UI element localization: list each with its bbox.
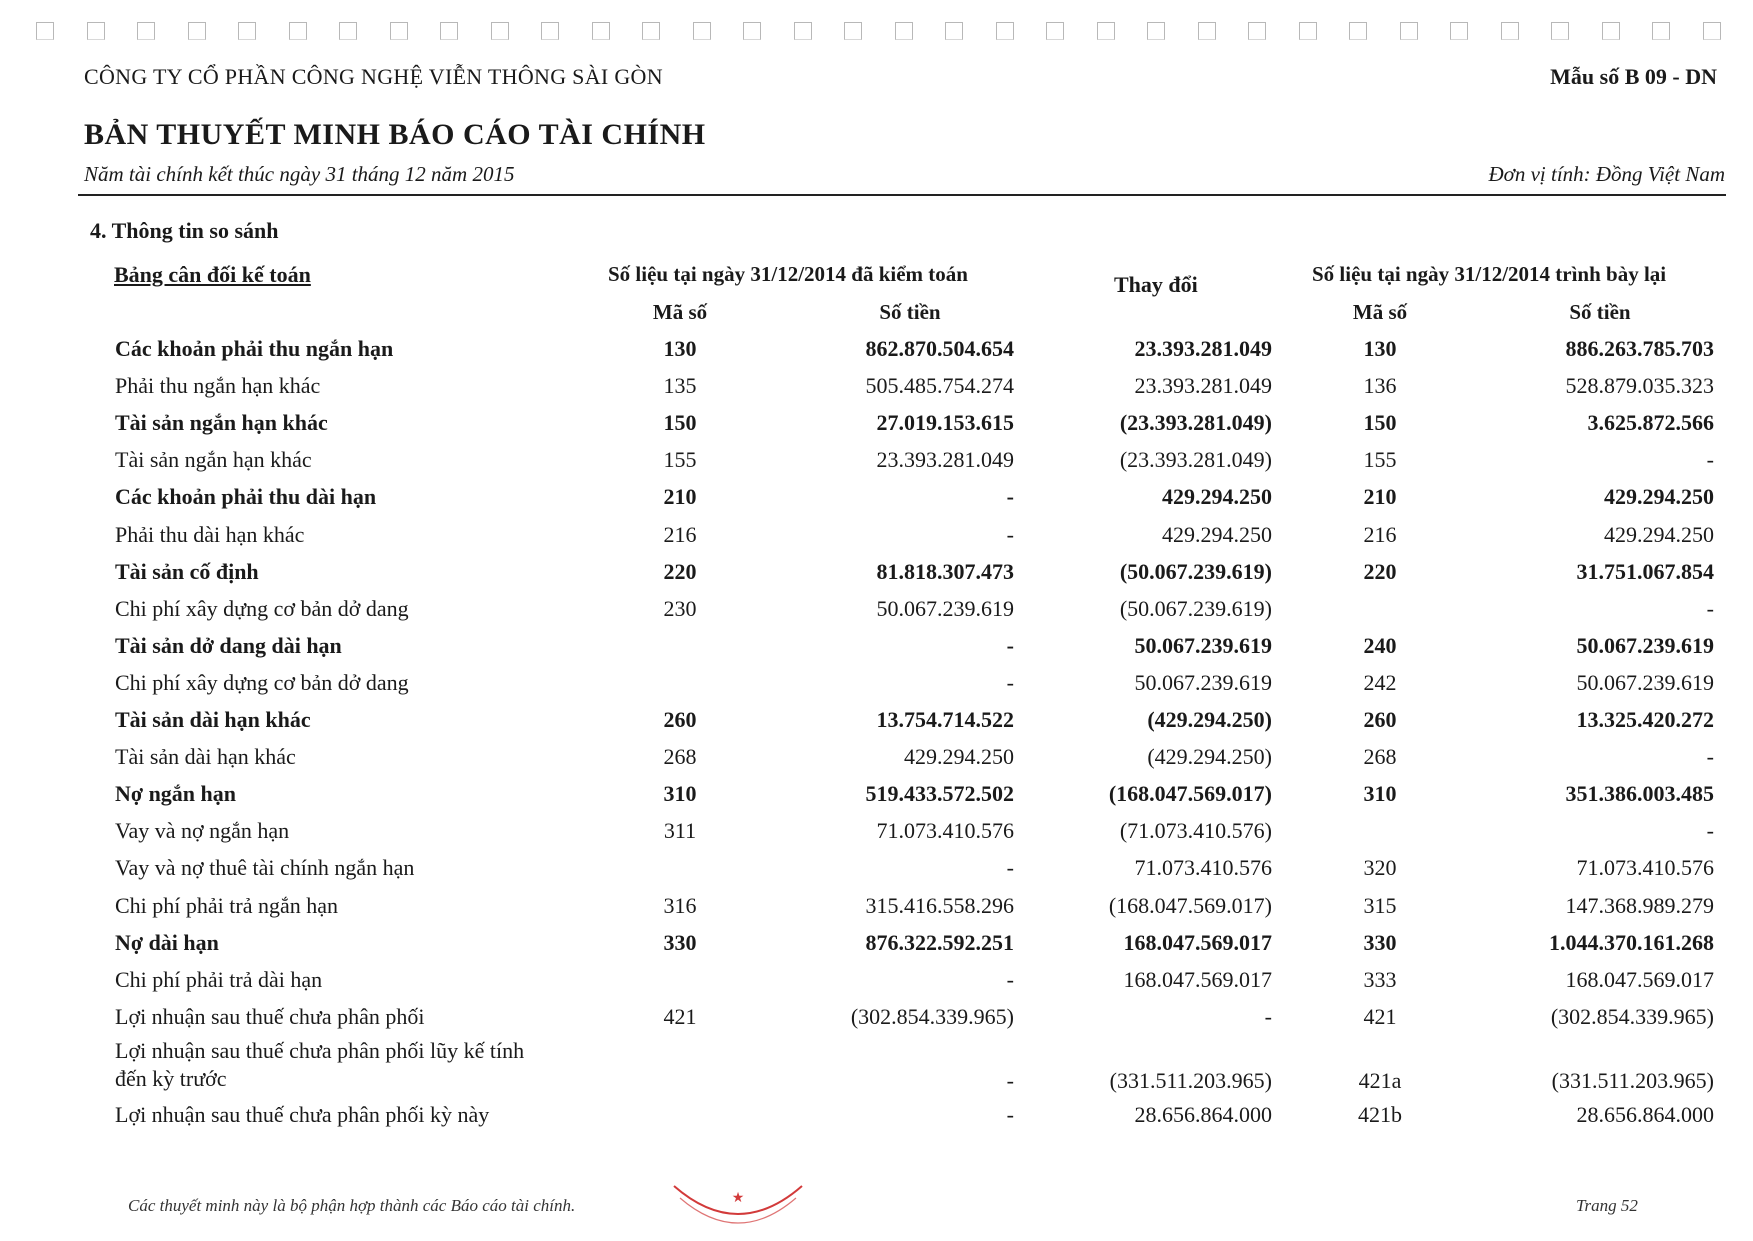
row-code-audited: 230 (663, 595, 697, 621)
edge-mark (238, 22, 256, 40)
edge-mark (1501, 22, 1519, 40)
row-amount-restated: 31.751.067.854 (1576, 558, 1714, 584)
row-change: (71.073.410.576) (1119, 818, 1272, 844)
row-change: (50.067.239.619) (1119, 558, 1272, 584)
edge-mark (339, 22, 357, 40)
row-amount-audited: 315.416.558.296 (865, 892, 1014, 918)
edge-mark (945, 22, 963, 40)
table-row (0, 522, 1753, 558)
edge-mark (1097, 22, 1115, 40)
edge-mark (693, 22, 711, 40)
page-edge-marks (36, 22, 1726, 48)
row-amount-restated: 1.044.370.161.268 (1549, 929, 1714, 955)
row-code-audited: 135 (663, 373, 697, 399)
edge-mark (491, 22, 509, 40)
row-label: Lợi nhuận sau thuế chưa phân phối (115, 1003, 425, 1029)
edge-mark (844, 22, 862, 40)
row-amount-audited: (302.854.339.965) (850, 1003, 1014, 1029)
row-code-restated: 210 (1363, 484, 1397, 510)
row-change: (429.294.250) (1147, 744, 1272, 770)
row-change: (168.047.569.017) (1108, 781, 1272, 807)
edge-mark (137, 22, 155, 40)
edge-mark (1198, 22, 1216, 40)
row-code-restated: 421a (1358, 1068, 1402, 1093)
row-code-audited: 155 (663, 447, 697, 473)
edge-mark (1450, 22, 1468, 40)
table-row (0, 336, 1753, 372)
row-code-restated: 268 (1363, 744, 1397, 770)
row-label: Tài sản ngắn hạn khác (115, 410, 328, 436)
row-amount-restated: 147.368.989.279 (1565, 892, 1714, 918)
edge-mark (642, 22, 660, 40)
table-row (0, 781, 1753, 817)
row-amount-restated: 71.073.410.576 (1576, 855, 1714, 881)
row-label: Vay và nợ thuê tài chính ngắn hạn (115, 855, 415, 881)
row-code-restated: 155 (1363, 447, 1397, 473)
edge-mark (188, 22, 206, 40)
table-row (0, 1004, 1753, 1040)
table-row (0, 893, 1753, 929)
row-label: Tài sản ngắn hạn khác (115, 447, 312, 473)
row-change: 50.067.239.619 (1134, 632, 1272, 658)
table-row (0, 447, 1753, 483)
table-row (0, 484, 1753, 520)
row-amount-restated: 168.047.569.017 (1565, 966, 1714, 992)
row-label-line1: Lợi nhuận sau thuế chưa phân phối lũy kế tính (115, 1038, 525, 1063)
row-amount-audited: - (1006, 484, 1014, 510)
row-code-restated: 260 (1363, 707, 1397, 732)
table-row (0, 596, 1753, 632)
row-label: Phải thu ngắn hạn khác (115, 373, 321, 399)
row-amount-audited: 429.294.250 (904, 744, 1014, 770)
edge-mark (1248, 22, 1266, 40)
row-code-restated: 136 (1363, 373, 1397, 399)
row-label-line2: đến kỳ trước (115, 1066, 227, 1091)
row-amount-audited: 13.754.714.522 (876, 707, 1014, 732)
row-amount-restated: 886.263.785.703 (1565, 336, 1714, 361)
edge-mark (1652, 22, 1670, 40)
edge-mark (895, 22, 913, 40)
row-code-audited: 311 (663, 818, 697, 844)
row-amount-audited: 505.485.754.274 (865, 373, 1014, 399)
row-amount-audited: - (1006, 669, 1014, 695)
edge-mark (440, 22, 458, 40)
row-amount-restated: 28.656.864.000 (1576, 1102, 1714, 1127)
row-amount-restated: 13.325.420.272 (1576, 707, 1714, 732)
page-number: Trang 52 (1576, 1196, 1638, 1215)
row-amount-restated: 50.067.239.619 (1576, 669, 1714, 695)
row-code-audited: 210 (663, 484, 697, 510)
row-amount-restated: 50.067.239.619 (1576, 632, 1714, 658)
table-row (0, 670, 1753, 706)
table-row (0, 967, 1753, 1003)
table-row (0, 818, 1753, 854)
row-label: Tài sản dài hạn khác (115, 744, 296, 770)
row-code-audited: 216 (663, 521, 697, 547)
row-amount-audited: - (1006, 966, 1014, 992)
row-change: 23.393.281.049 (1134, 373, 1272, 399)
row-amount-audited: 519.433.572.502 (865, 781, 1014, 807)
row-label: Nợ ngắn hạn (115, 781, 237, 807)
row-amount-restated: 351.386.003.485 (1565, 781, 1714, 807)
row-code-audited: 310 (663, 781, 697, 807)
table-row (0, 410, 1753, 446)
table-row (0, 707, 1753, 743)
row-code-audited: 316 (663, 892, 697, 918)
row-label: Phải thu dài hạn khác (115, 521, 305, 547)
row-code-audited: 421 (663, 1003, 697, 1029)
row-code-restated: 333 (1363, 966, 1397, 992)
edge-mark (541, 22, 559, 40)
row-change: (168.047.569.017) (1108, 892, 1272, 918)
row-code-audited: 268 (663, 744, 697, 770)
row-label: Chi phí xây dựng cơ bản dở dang (115, 595, 409, 621)
edge-mark (289, 22, 307, 40)
row-label: Tài sản cố định (115, 558, 259, 584)
row-label: Chi phí xây dựng cơ bản dở dang (115, 669, 409, 695)
company-seal-stamp (668, 1178, 808, 1232)
row-label: Nợ dài hạn (115, 929, 219, 955)
form-number: Mẫu số B 09 - DN (1550, 64, 1717, 89)
subheader-code-audited: Mã số (652, 300, 708, 324)
edge-mark (1551, 22, 1569, 40)
row-code-restated: 330 (1363, 929, 1397, 955)
row-code-restated: 240 (1363, 632, 1397, 658)
edge-mark (1046, 22, 1064, 40)
edge-mark (1147, 22, 1165, 40)
header-divider (78, 194, 1726, 196)
table-row (0, 633, 1753, 669)
row-change: 28.656.864.000 (1134, 1102, 1272, 1127)
row-amount-audited: 862.870.504.654 (865, 336, 1014, 361)
row-label: Lợi nhuận sau thuế chưa phân phối kỳ này (115, 1102, 490, 1127)
row-change: 168.047.569.017 (1123, 929, 1272, 955)
edge-mark (390, 22, 408, 40)
row-code-restated: 242 (1363, 669, 1397, 695)
row-label: Các khoản phải thu dài hạn (115, 484, 377, 510)
row-code-audited: 220 (663, 558, 697, 584)
document-title: BẢN THUYẾT MINH BÁO CÁO TÀI CHÍNH (84, 118, 706, 151)
row-change: (50.067.239.619) (1119, 595, 1272, 621)
row-amount-restated: 429.294.250 (1604, 484, 1714, 510)
subheader-amount-audited: Số tiền (879, 300, 941, 324)
edge-mark (794, 22, 812, 40)
row-code-audited: 260 (663, 707, 697, 732)
subheader-amount-restated: Số tiền (1569, 300, 1631, 324)
table-row (0, 559, 1753, 595)
row-amount-audited: - (1006, 632, 1014, 658)
row-change: 429.294.250 (1162, 484, 1272, 510)
row-amount-audited: - (1006, 855, 1014, 881)
row-amount-audited: 27.019.153.615 (876, 410, 1014, 436)
row-change: 168.047.569.017 (1123, 966, 1272, 992)
edge-mark (36, 22, 54, 40)
row-amount-audited: - (1006, 1102, 1014, 1127)
table-row (0, 744, 1753, 780)
row-code-restated: 150 (1363, 410, 1397, 436)
row-code-restated: 320 (1363, 855, 1397, 881)
column-header-balance-sheet: Bảng cân đối kế toán (114, 262, 311, 287)
row-amount-audited: 81.818.307.473 (876, 558, 1014, 584)
row-amount-restated: - (1706, 595, 1714, 621)
row-code-audited: 330 (663, 929, 697, 955)
row-code-audited: 130 (663, 336, 697, 361)
row-amount-restated: 429.294.250 (1604, 521, 1714, 547)
row-amount-audited: - (1006, 1068, 1014, 1093)
table-row (0, 930, 1753, 966)
row-change: (331.511.203.965) (1109, 1068, 1272, 1093)
row-amount-restated: - (1706, 744, 1714, 770)
row-code-restated: 216 (1363, 521, 1397, 547)
edge-mark (1349, 22, 1367, 40)
svg-text:★: ★ (731, 1190, 745, 1206)
row-amount-audited: 50.067.239.619 (876, 595, 1014, 621)
row-code-restated: 220 (1363, 558, 1397, 584)
row-change: - (1264, 1003, 1272, 1029)
row-label: Tài sản dài hạn khác (115, 707, 311, 732)
row-amount-restated: - (1706, 818, 1714, 844)
currency-unit: Đơn vị tính: Đồng Việt Nam (1488, 162, 1725, 186)
row-amount-audited: 71.073.410.576 (876, 818, 1014, 844)
row-code-audited: 150 (663, 410, 697, 436)
row-change: (429.294.250) (1147, 707, 1272, 732)
row-change: 71.073.410.576 (1134, 855, 1272, 881)
row-amount-audited: - (1006, 521, 1014, 547)
subheader-code-restated: Mã số (1352, 300, 1408, 324)
row-code-restated: 310 (1363, 781, 1397, 807)
edge-mark (87, 22, 105, 40)
row-amount-restated: 3.625.872.566 (1587, 410, 1714, 436)
column-header-change: Thay đổi (1114, 272, 1198, 297)
row-code-restated: 130 (1363, 336, 1397, 361)
table-row (0, 373, 1753, 409)
table-row-multiline (0, 1038, 1753, 1102)
row-code-restated: 421 (1363, 1003, 1397, 1029)
row-change: (23.393.281.049) (1119, 410, 1272, 436)
row-label: Vay và nợ ngắn hạn (115, 818, 290, 844)
row-label: Các khoản phải thu ngắn hạn (115, 336, 394, 361)
fiscal-period: Năm tài chính kết thúc ngày 31 tháng 12 năm 2015 (84, 162, 515, 186)
edge-mark (1400, 22, 1418, 40)
section-title: 4. Thông tin so sánh (90, 218, 279, 243)
row-label: Chi phí phải trả ngắn hạn (115, 892, 339, 918)
edge-mark (996, 22, 1014, 40)
row-amount-restated: 528.879.035.323 (1565, 373, 1714, 399)
edge-mark (1703, 22, 1721, 40)
column-header-restated: Số liệu tại ngày 31/12/2014 trình bày lại (1312, 262, 1667, 286)
edge-mark (1299, 22, 1317, 40)
edge-mark (1602, 22, 1620, 40)
row-label: Chi phí phải trả dài hạn (115, 966, 323, 992)
row-amount-restated: (331.511.203.965) (1551, 1068, 1714, 1093)
row-change: 50.067.239.619 (1134, 669, 1272, 695)
row-change: 429.294.250 (1162, 521, 1272, 547)
column-header-audited: Số liệu tại ngày 31/12/2014 đã kiểm toán (608, 262, 968, 286)
row-code-restated: 315 (1363, 892, 1397, 918)
row-change: (23.393.281.049) (1119, 447, 1272, 473)
row-amount-audited: 23.393.281.049 (876, 447, 1014, 473)
edge-mark (743, 22, 761, 40)
edge-mark (592, 22, 610, 40)
row-amount-restated: - (1706, 447, 1714, 473)
row-change: 23.393.281.049 (1134, 336, 1272, 361)
company-name: CÔNG TY CỔ PHẦN CÔNG NGHỆ VIỄN THÔNG SÀI GÒN (84, 64, 663, 89)
table-row (0, 855, 1753, 891)
row-label: Tài sản dở dang dài hạn (115, 632, 342, 658)
row-amount-restated: (302.854.339.965) (1550, 1003, 1714, 1029)
table-row-last (0, 1102, 1753, 1138)
row-code-restated: 421b (1358, 1102, 1402, 1127)
row-amount-audited: 876.322.592.251 (865, 929, 1014, 955)
footer-note: Các thuyết minh này là bộ phận hợp thành các Báo cáo tài chính. (128, 1196, 576, 1215)
